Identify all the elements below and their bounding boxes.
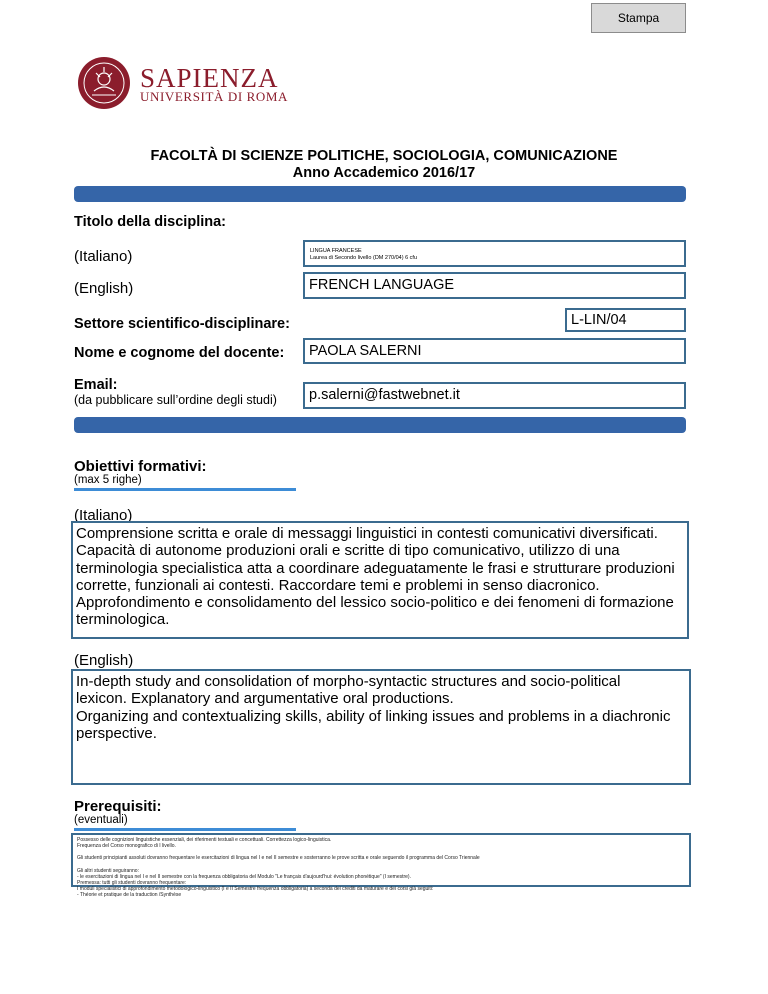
email-field[interactable]	[303, 382, 686, 409]
objectives-italian-line: Approfondimento e consolidamento del lessico socio-politico e dei fenomeni di formazione	[76, 594, 674, 612]
sector-value: L-LIN/04	[571, 312, 627, 328]
email-value: p.salerni@fastwebnet.it	[309, 387, 460, 403]
objectives-italian-line: terminologica.	[76, 611, 170, 629]
english-title-field[interactable]	[303, 272, 686, 299]
prerequisites-line: Gli studenti principianti assoluti dovranno frequentare le esercitazioni di lingua nel I e nel II semestre e sosterranno le prove scritta e orale seguendo il programma del Corso Triennale	[77, 855, 480, 862]
brand-name: SAPIENZA	[140, 63, 279, 93]
print-button[interactable]: Stampa	[591, 3, 686, 33]
objectives-italian-textbox[interactable]	[71, 521, 689, 639]
objectives-english-line: perspective.	[76, 724, 157, 742]
email-note: (da pubblicare sull’ordine degli studi)	[74, 393, 277, 407]
objectives-italian-line: corrette, funzionali ai contesti. Raccordare temi e problemi in senso diacronico.	[76, 576, 600, 594]
objectives-english-label: (English)	[74, 652, 134, 669]
objectives-note: (max 5 righe)	[74, 474, 142, 486]
prerequisites-line: Premessa: tutti gli studenti dovranno frequentare:	[77, 880, 187, 887]
course-title-label: Titolo della disciplina:	[74, 214, 227, 230]
objectives-italian-label: (Italiano)	[74, 507, 133, 524]
italian-title-line2: Laurea di Secondo livello (DM 270/04) 6 cfu	[310, 254, 418, 261]
italian-title-field[interactable]	[303, 240, 686, 267]
prerequisites-line: Gli altri studenti seguiranno:	[77, 867, 139, 874]
objectives-heading: Obiettivi formativi:	[74, 458, 207, 475]
objectives-english-textbox[interactable]	[71, 669, 691, 785]
prerequisites-textbox[interactable]	[71, 833, 691, 899]
objectives-underline	[74, 488, 296, 491]
objectives-italian-line: terminologia specialistica atta a coordinare adeguatamente le frasi e strutturare produzioni	[76, 559, 675, 577]
section-divider	[74, 417, 686, 433]
sector-field[interactable]	[565, 308, 686, 332]
section-divider	[74, 186, 686, 202]
prerequisites-line: - le esercitazioni di lingua nel I e nel II semestre con la frequenza obbligatoria del Modulo "Le français d'aujourd'hui: évolution phonétique" (I semestre).	[77, 873, 411, 880]
italian-label: (Italiano)	[74, 248, 133, 265]
teacher-label: Nome e cognome del docente:	[74, 345, 285, 361]
prerequisites-underline	[74, 828, 296, 831]
objectives-english-line: lexicon. Explanatory and argumentative oral productions.	[76, 690, 454, 708]
teacher-value: PAOLA SALERNI	[309, 343, 422, 359]
sector-label: Settore scientifico-disciplinare:	[74, 316, 290, 332]
teacher-field[interactable]	[303, 338, 686, 364]
english-label: (English)	[74, 280, 134, 297]
sapienza-logo	[76, 55, 136, 111]
english-title-value: FRENCH LANGUAGE	[309, 277, 455, 293]
prerequisites-line: Possesso delle cognizioni linguistiche essenziali, dei riferimenti testuali e concettuali. Correttezza logico-linguistica.	[77, 837, 332, 843]
prerequisites-note: (eventuali)	[74, 814, 128, 826]
objectives-english-line: Organizing and contextualizing skills, ability of linking issues and problems in a diachronic	[76, 707, 671, 725]
prerequisites-line: - Théorie et pratique de la traduction /Synthèse	[77, 892, 182, 899]
prerequisites-line: Frequenza del Corso monografico di I livello.	[77, 843, 176, 850]
academic-year: Anno Accademico 2016/17	[292, 165, 476, 181]
objectives-english-line: In-depth study and consolidation of morpho-syntactic structures and socio-political	[76, 673, 621, 690]
university-seal-icon	[76, 55, 136, 111]
prerequisites-heading: Prerequisiti:	[74, 798, 162, 815]
prerequisites-line: I moduli specialistici di approfondimento metodologico-linguistico (I e II Semestre frequenza obbligatoria) a seconda dei crediti da maturare e dei corsi già seguiti:	[77, 886, 434, 893]
objectives-italian-line: Capacità di autonome produzioni orali e scritte di tipo comunicativo, utilizzo di una	[76, 542, 620, 560]
objectives-italian-line: Comprensione scritta e orale di messaggi linguistici in contesti comunicativi diversificati.	[76, 525, 658, 542]
italian-title-line1: LINGUA FRANCESE	[310, 248, 362, 254]
brand-subtitle: UNIVERSITÀ DI ROMA	[140, 89, 289, 104]
email-label: Email:	[74, 377, 118, 393]
faculty-title: FACOLTÀ DI SCIENZE POLITICHE, SOCIOLOGIA, COMUNICAZIONE	[150, 148, 618, 164]
